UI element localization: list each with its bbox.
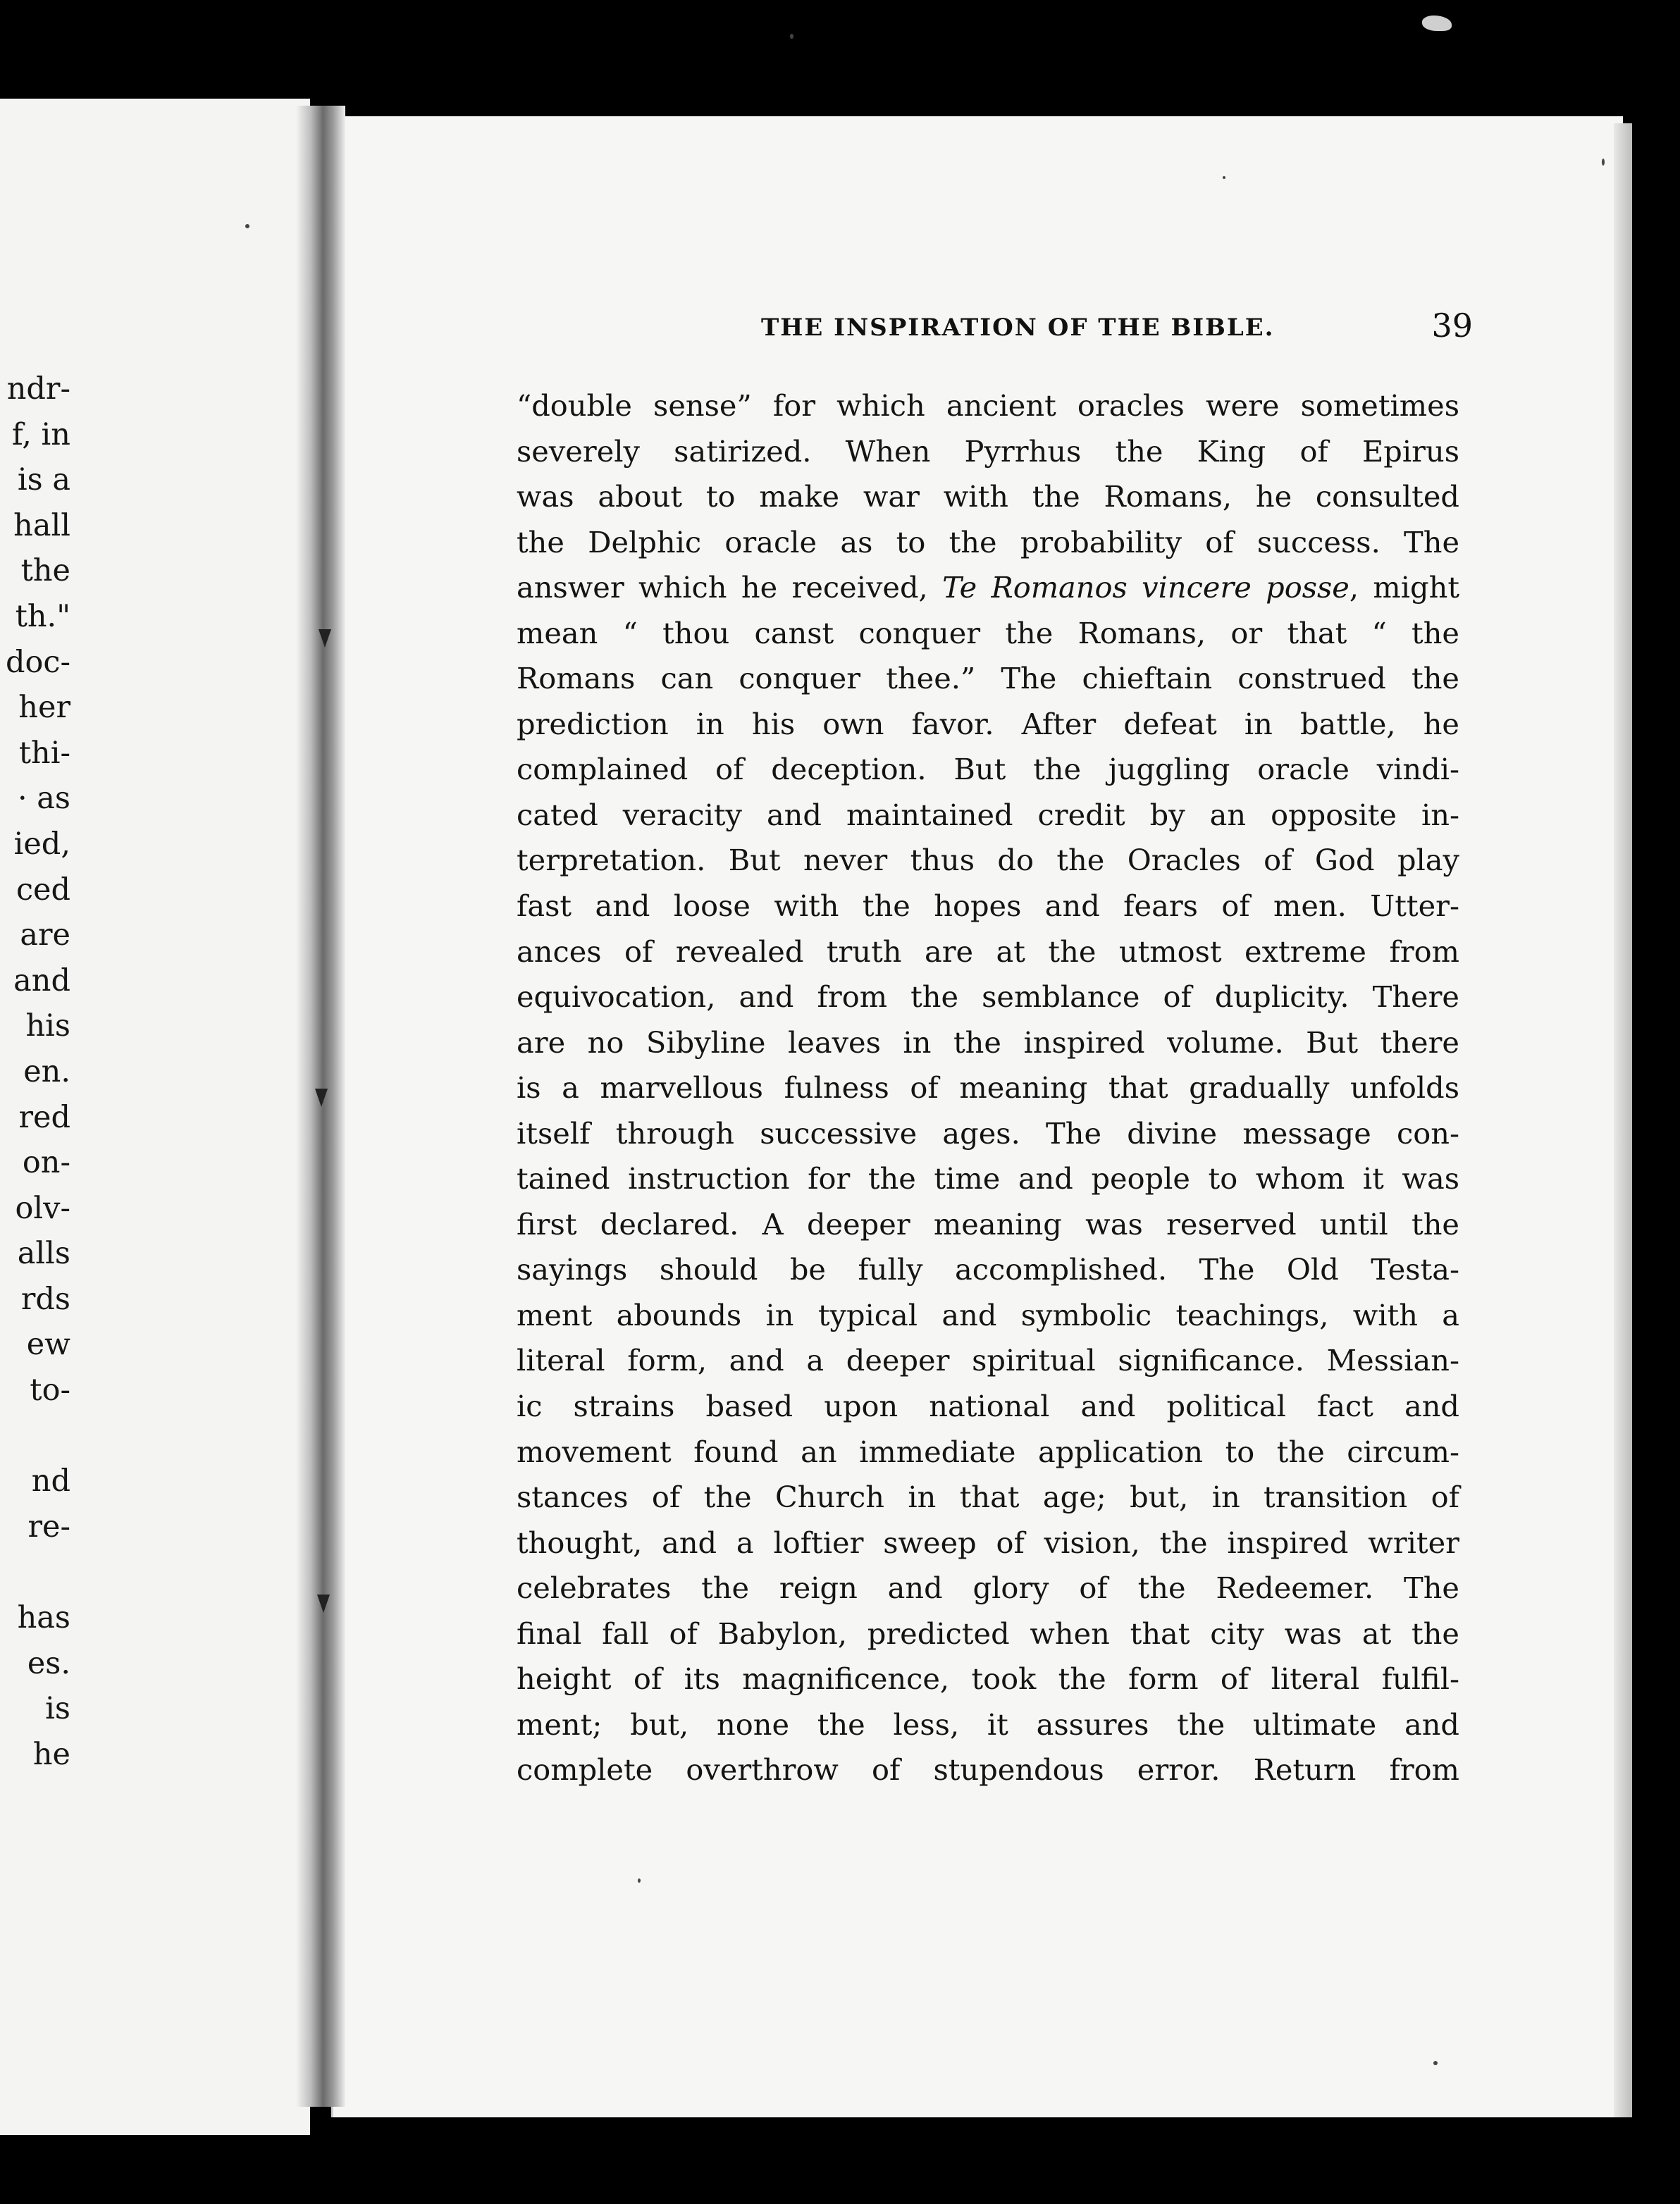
body-line: literal form, and a deeper spiritual significance. Messian- <box>517 1343 1459 1378</box>
previous-page-line-fragment <box>0 1413 70 1459</box>
body-line: is a marvellous fulness of meaning that gradually unfolds <box>517 1070 1459 1106</box>
previous-page-line-fragment: is a <box>17 462 70 498</box>
page-header <box>761 307 1473 349</box>
previous-page-line-fragment: to- <box>30 1373 70 1409</box>
body-line: final fall of Babylon, predicted when that city was at the <box>517 1616 1459 1651</box>
body-line: ment abounds in typical and symbolic teachings, with a <box>517 1297 1459 1332</box>
previous-page-line-fragment: doc- <box>5 644 70 680</box>
body-line: ic strains based upon national and political fact and <box>517 1389 1459 1424</box>
previous-page-line-fragment: is <box>45 1691 70 1727</box>
previous-page-line-fragment: on- <box>22 1145 70 1181</box>
previous-page-line-fragment: hall <box>13 507 70 543</box>
gutter-thread-mark <box>317 1595 330 1613</box>
body-line: cated veracity and maintained credit by an opposite in- <box>517 797 1459 832</box>
body-line: equivocation, and from the semblance of duplicity. There <box>517 979 1459 1015</box>
previous-page-text-fragments <box>0 366 70 1777</box>
paper-speck <box>245 224 249 228</box>
gutter-thread-mark <box>319 629 331 648</box>
previous-page-line-fragment: f, in <box>11 416 70 452</box>
previous-page-line-fragment: her <box>18 690 70 726</box>
previous-page-line-fragment: re- <box>27 1509 70 1544</box>
body-line: fast and loose with the hopes and fears of men. Utter- <box>517 889 1459 924</box>
body-line: was about to make war with the Romans, he consulted <box>517 479 1459 514</box>
previous-page-line-fragment: th." <box>15 598 70 634</box>
previous-page-line-fragment: he <box>32 1736 70 1772</box>
previous-page-line-fragment: es. <box>27 1645 70 1681</box>
body-line: “double sense” for which ancient oracles were sometimes <box>517 388 1459 423</box>
page-number: 39 <box>1431 307 1473 345</box>
previous-page-line-fragment: thi- <box>18 735 70 771</box>
previous-page-line-fragment: ced <box>16 872 70 908</box>
body-line: severely satirized. When Pyrrhus the King of Epirus <box>517 433 1459 469</box>
body-line: ances of revealed truth are at the utmost extreme from <box>517 934 1459 969</box>
previous-page-line-fragment: and <box>13 962 70 998</box>
previous-page-line-fragment: his <box>25 1008 70 1044</box>
previous-page-line-fragment: rds <box>20 1281 70 1317</box>
paper-speck <box>1223 176 1225 179</box>
previous-page-line-fragment: are <box>20 917 70 953</box>
gutter-thread-mark <box>315 1089 328 1107</box>
body-line: sayings should be fully accomplished. The Old Testa- <box>517 1252 1459 1287</box>
body-line: movement found an immediate application to the circum- <box>517 1434 1459 1469</box>
body-line: celebrates the reign and glory of the Redeemer. The <box>517 1571 1459 1606</box>
body-line: height of its magnificence, took the form of literal fulfil- <box>517 1661 1459 1697</box>
previous-page-line-fragment: ew <box>26 1327 70 1363</box>
body-line: itself through successive ages. The divine message con- <box>517 1115 1459 1151</box>
body-line: first declared. A deeper meaning was reserved until the <box>517 1206 1459 1242</box>
previous-page-line-fragment: alls <box>17 1236 70 1272</box>
body-line: Romans can conquer thee.” The chieftain construed the <box>517 661 1459 696</box>
previous-page-line-fragment: the <box>20 553 70 589</box>
body-line: mean “ thou canst conquer the Romans, or that “ the <box>517 615 1459 650</box>
body-line: terpretation. But never thus do the Oracles of God play <box>517 843 1459 878</box>
previous-page-line-fragment: ied, <box>13 826 70 862</box>
library-stamp-mark <box>1422 16 1452 31</box>
previous-page-line-fragment: red <box>18 1099 70 1135</box>
body-line: answer which he received, Te Romanos vincere posse, might <box>517 570 1460 605</box>
previous-page-line-fragment: has <box>17 1600 70 1636</box>
body-line: tained instruction for the time and people to whom it was <box>517 1161 1459 1196</box>
paper-speck <box>790 34 793 39</box>
body-line: complained of deception. But the juggling oracle vindi- <box>517 752 1459 787</box>
paper-speck <box>1602 159 1605 166</box>
body-line: the Delphic oracle as to the probability of success. The <box>517 524 1459 559</box>
body-line: stances of the Church in that age; but, in transition of <box>517 1480 1459 1515</box>
paper-speck <box>638 1878 641 1883</box>
previous-page-line-fragment <box>0 1549 70 1595</box>
previous-page-line-fragment: · as <box>17 781 70 817</box>
previous-page-line-fragment: ndr- <box>6 371 70 407</box>
page-edge <box>1614 123 1632 2117</box>
latin-quotation: Te Romanos vincere posse <box>942 570 1349 605</box>
body-line: prediction in his own favor. After defeat in battle, he <box>517 706 1459 741</box>
body-line: are no Sibyline leaves in the inspired volume. But there <box>517 1024 1459 1060</box>
previous-page-line-fragment: en. <box>23 1053 70 1089</box>
body-line: complete overthrow of stupendous error. Return from <box>517 1752 1459 1788</box>
running-head: THE INSPIRATION OF THE BIBLE. <box>761 314 1275 342</box>
body-line: ment; but, none the less, it assures the ultimate and <box>517 1707 1459 1742</box>
body-text <box>517 383 1459 1793</box>
previous-page-line-fragment: olv- <box>15 1190 70 1226</box>
previous-page-line-fragment: nd <box>31 1463 70 1499</box>
body-line: thought, and a loftier sweep of vision, the inspired writer <box>517 1525 1459 1560</box>
paper-speck <box>1433 2061 1438 2065</box>
